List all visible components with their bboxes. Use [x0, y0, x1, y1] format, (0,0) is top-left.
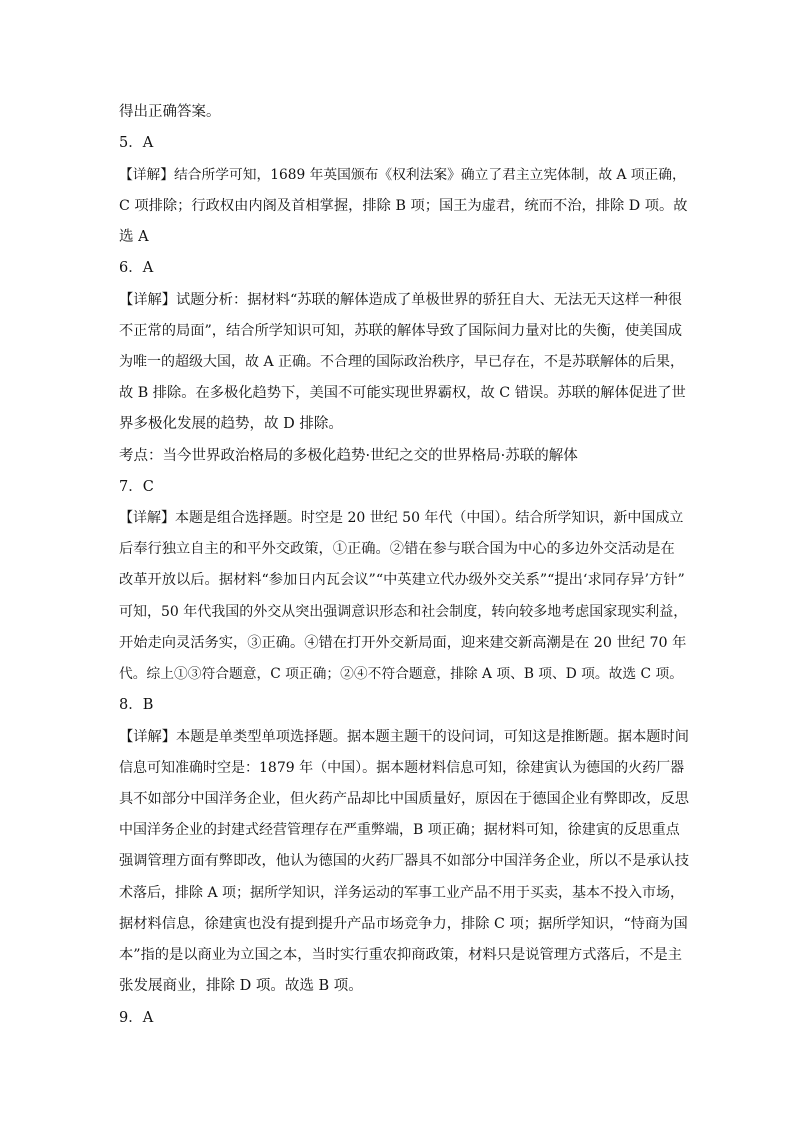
text-line: 术落后，排除 A 项；据所学知识，洋务运动的军事工业产品不用于买卖，基本不投入市场，	[119, 885, 685, 901]
text-line: 具不如部分中国洋务企业，但火药产品却比中国质量好，原因在于德国企业有弊即改，反思	[119, 791, 690, 807]
text-line: 为唯一的超级大国，故 A 正确。不合理的国际政治秩序，早已存在，不是苏联解体的后果，	[119, 354, 685, 370]
text-line: 故 B 排除。在多极化趋势下，美国不可能实现世界霸权，故 C 错误。苏联的解体促进了世	[119, 385, 686, 401]
text-line: 得出正确答案。	[119, 104, 221, 120]
text-line: 后奉行独立自主的和平外交政策，①正确。②错在参与联合国为中心的多边外交活动是在	[119, 541, 675, 557]
text-line: 不正常的局面”，结合所学知识可知，苏联的解体导致了国际间力量对比的失衡，使美国成	[119, 323, 683, 339]
text-line: 【详解】本题是单类型单项选择题。据本题主题干的设问词，可知这是推断题。据本题时间	[119, 729, 690, 745]
text-line: 考点：当今世界政治格局的多极化趋势·世纪之交的世界格局·苏联的解体	[119, 448, 578, 464]
text-line: 张发展商业，排除 D 项。故选 B 项。	[119, 978, 363, 994]
text-line: 选 A	[119, 229, 149, 245]
question-number: 9．A	[119, 1010, 154, 1026]
text-line: 强调管理方面有弊即改，他认为德国的火药厂器具不如部分中国洋务企业，所以不是承认技	[119, 853, 690, 869]
text-line: 据材料信息，徐建寅也没有提到提升产品市场竞争力，排除 C 项；据所学知识，“恃商为国	[119, 916, 688, 932]
text-line: 可知，50 年代我国的外交从突出强调意识形态和社会制度，转向较多地考虑国家现实利益，	[119, 604, 688, 620]
text-line: 中国洋务企业的封建式经营管理存在严重弊端，B 项正确；据材料可知，徐建寅的反思重点	[119, 822, 680, 838]
text-line: 【详解】结合所学可知，1689 年英国颁布《权利法案》确立了君主立宪体制，故 A 项正确，	[119, 167, 686, 183]
text-line: C 项排除；行政权由内阁及首相掌握，排除 B 项；国王为虚君，统而不治，排除 D 项。故	[119, 198, 688, 214]
text-line: 【详解】本题是组合选择题。时空是 20 世纪 50 年代（中国）。结合所学知识，新中国成立	[119, 510, 684, 526]
question-number: 8．B	[119, 697, 154, 713]
text-line: 代。综上①③符合题意，C 项正确；②④不符合题意，排除 A 项、B 项、D 项。故选 C 项。	[119, 666, 683, 682]
text-line: 【详解】试题分析：据材料“苏联的解体造成了单极世界的骄狂自大、无法无天这样一种很	[119, 292, 683, 308]
text-line: 本”指的是以商业为立国之本，当时实行重农抑商政策，材料只是说管理方式落后，不是主	[119, 947, 683, 963]
text-line: 信息可知准确时空是：1879 年（中国）。据本题材料信息可知，徐建寅认为德国的火药厂器	[119, 760, 685, 776]
text-line: 界多极化发展的趋势，故 D 排除。	[119, 416, 343, 432]
question-number: 5．A	[119, 135, 154, 151]
question-number: 7．C	[119, 479, 154, 495]
text-line: 改革开放以后。据材料“参加日内瓦会议”“中英建立代办级外交关系”“提出‘求同存异’方针”	[119, 572, 685, 588]
text-line: 开始走向灵活务实，③正确。④错在打开外交新局面，迎来建交新高潮是在 20 世纪 70 年	[119, 635, 687, 651]
question-number: 6．A	[119, 260, 154, 276]
